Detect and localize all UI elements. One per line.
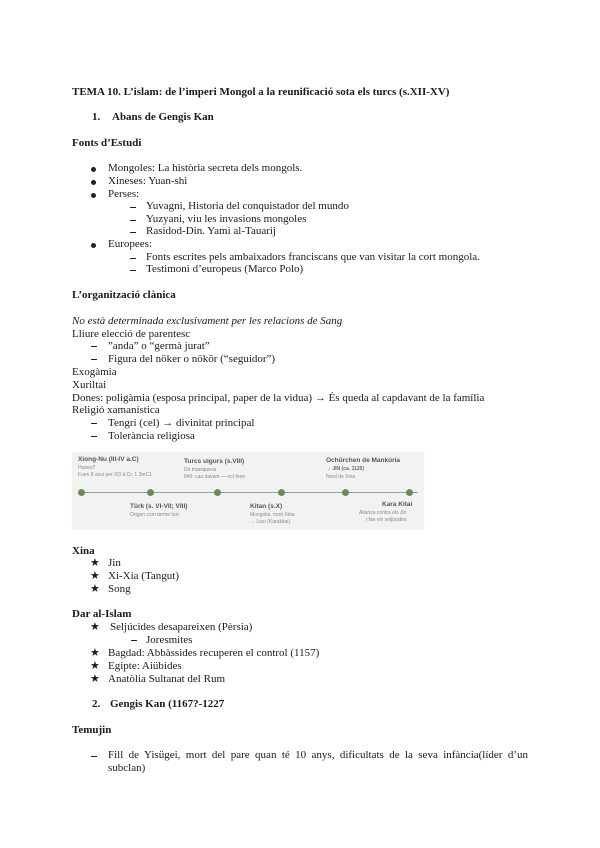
paragraph-line: subclan) — [108, 762, 146, 774]
list-subitem: Tengri (cel) → divinitat principal — [108, 417, 255, 429]
timeline-label: Kara Kitai — [382, 501, 413, 508]
timeline-sublabel: Hunes? — [78, 465, 96, 471]
star-bullet-icon: ★ — [90, 647, 100, 659]
list-subitem: Testimoni d’europeus (Marco Polo) — [146, 263, 304, 275]
timeline-sublabel: De maniqueus — [184, 467, 217, 473]
org-italic-note: No està determinada exclusivament per les relacions de Sang — [72, 315, 343, 327]
list-item: Song — [108, 583, 131, 595]
timeline-sublabel: Nord de Xina — [326, 474, 356, 480]
star-bullet-icon: ★ — [90, 660, 100, 672]
org-heading: L’organització clànica — [72, 289, 176, 301]
fonts-heading: Fonts d’Estudi — [72, 137, 142, 149]
timeline-label: Kitan (s.X) — [250, 503, 283, 510]
dash-icon — [130, 207, 136, 208]
bullet-icon — [91, 180, 96, 185]
list-subitem: Yuzyani, viu les invasions mongoles — [146, 213, 307, 225]
dash-icon — [91, 756, 97, 757]
org-line: Exogàmia — [72, 366, 117, 378]
timeline-dot — [342, 489, 349, 496]
section-2-title: Gengis Kan (1167?-1227 — [110, 698, 225, 710]
dash-icon — [131, 640, 137, 641]
timeline-sublabel: → Liao (Karakitai) — [250, 519, 291, 525]
list-item: Xi-Xia (Tangut) — [108, 570, 180, 582]
star-bullet-icon: ★ — [90, 570, 100, 582]
list-item: Seljúcides desapareixen (Pèrsia) — [110, 621, 253, 633]
paragraph-line: Fill de Yisügei, mort del pare quan té 10 anys, dificultats de la seva infància(líder d’un — [108, 749, 528, 761]
star-bullet-icon: ★ — [90, 557, 100, 569]
timeline-dot — [406, 489, 413, 496]
timeline-sublabel: 840: cau davant — ect feen — [184, 474, 246, 480]
dash-icon — [91, 436, 97, 437]
list-item: Bagdad: Abbàssides recuperen el control (1157) — [108, 647, 320, 659]
list-subitem: ”anda” o “germà jurat” — [108, 340, 210, 352]
list-subitem: Rasidod-Din. Yami al-Tauarij — [146, 225, 276, 237]
list-item: Mongoles: La història secreta dels mongols. — [108, 162, 303, 174]
dash-icon — [130, 270, 136, 271]
star-bullet-icon: ★ — [90, 583, 100, 595]
timeline-label: Ochürchen de Mankúria — [326, 457, 401, 464]
list-subitem: Tolerància religiosa — [108, 430, 195, 442]
org-line: Xuriltai — [72, 379, 107, 391]
org-line: Religió xamanística — [72, 404, 160, 416]
bullet-icon — [91, 167, 96, 172]
timeline-dot — [278, 489, 285, 496]
daralislam-heading: Dar al-Islam — [72, 608, 132, 620]
timeline-sublabel: Alianza contra els Jin — [359, 510, 407, 516]
timeline-sublabel: i fan els seljúcides — [366, 517, 407, 523]
section-1-title: Abans de Gengis Kan — [112, 111, 214, 123]
temujin-heading: Temujin — [72, 724, 112, 736]
dash-icon — [91, 423, 97, 424]
page-title: TEMA 10. L’islam: de l’imperi Mongol a la reunificació sota els turcs (s.XII-XV) — [72, 86, 450, 98]
list-subitem: Joresmites — [146, 634, 193, 646]
timeline-sublabel: Fuen 8 avui per 2/3 d.Cr. 1 3mC1 — [78, 472, 152, 478]
timeline-label: Turcs uigurs (s.VIII) — [184, 458, 245, 465]
star-bullet-icon: ★ — [90, 621, 100, 633]
list-item: Perses: — [108, 188, 140, 200]
bullet-icon — [91, 243, 96, 248]
dash-icon — [91, 359, 97, 360]
timeline-axis — [78, 492, 418, 493]
list-item: Jin — [108, 557, 121, 569]
section-1-number: 1. — [92, 111, 101, 123]
timeline-figure — [72, 452, 424, 530]
org-line: Lliure elecció de parentesc — [72, 328, 191, 340]
timeline-sublabel: → JIN (ca. 1120) — [326, 466, 365, 472]
list-subitem: Yuvagni, Historia del conquistador del mundo — [146, 200, 349, 212]
timeline-dot — [78, 489, 85, 496]
timeline-label: Türk (s. VI-VII; VIII) — [130, 503, 188, 510]
xina-heading: Xina — [72, 545, 95, 557]
star-bullet-icon: ★ — [90, 673, 100, 685]
list-item: Anatòlia Sultanat del Rum — [108, 673, 226, 685]
list-subitem: Figura del nöker o nökör (“seguidor”) — [108, 353, 276, 365]
timeline-sublabel: Origen com terme turc — [130, 512, 180, 518]
timeline-sublabel: Mongolia, nord Xina — [250, 512, 295, 518]
list-subitem: Fonts escrites pels ambaixadors franciscans que van visitar la cort mongola. — [146, 251, 480, 263]
bullet-icon — [91, 193, 96, 198]
list-item: Xineses: Yuan-shi — [108, 175, 188, 187]
dash-icon — [91, 346, 97, 347]
org-line: Dones: poligàmia (esposa principal, paper de la vidua) → És queda al capdavant de la família — [72, 392, 485, 404]
section-2-number: 2. — [92, 698, 101, 710]
list-item: Egipte: Aiübides — [108, 660, 182, 672]
timeline-dot — [147, 489, 154, 496]
dash-icon — [130, 220, 136, 221]
list-item: Europees: — [108, 238, 152, 250]
timeline-dot — [214, 489, 221, 496]
timeline-label: Xiong-Nu (III-IV a.C) — [78, 456, 139, 463]
dash-icon — [130, 258, 136, 259]
dash-icon — [130, 232, 136, 233]
